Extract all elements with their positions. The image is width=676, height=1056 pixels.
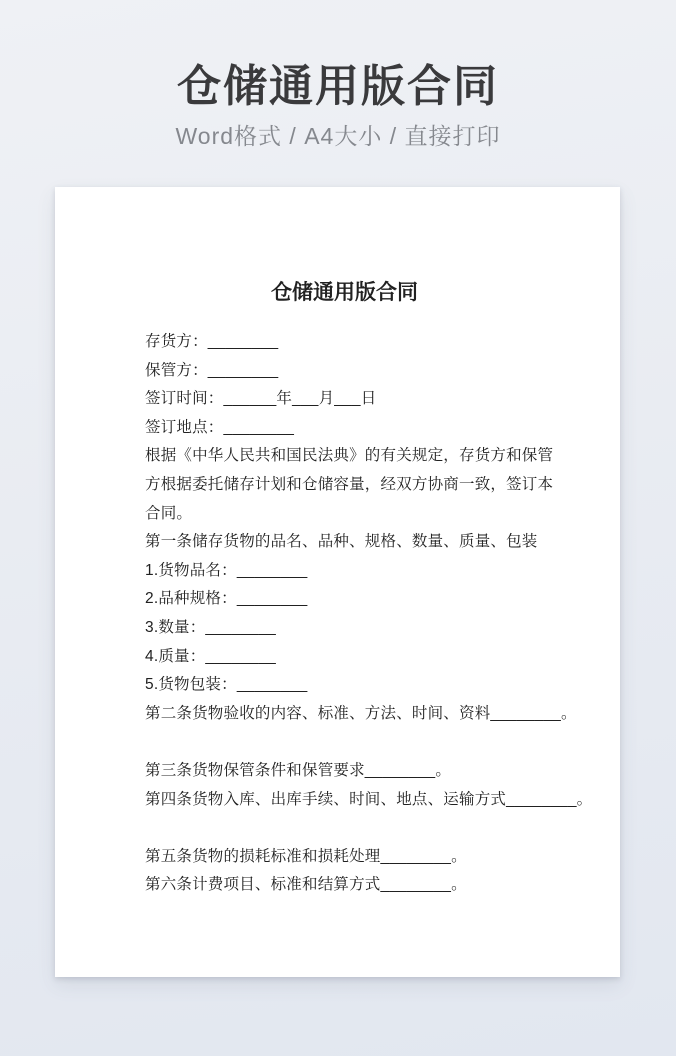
document-body bbox=[145, 328, 593, 900]
document-line: 2.品种规格：________ bbox=[145, 590, 308, 608]
document-title: 仓储通用版合同 bbox=[271, 280, 418, 304]
page-subtitle: Word格式 / A4大小 / 直接打印 bbox=[175, 123, 501, 149]
document-line: 5.货物包装：________ bbox=[145, 676, 308, 694]
document-line: 存货方：________ bbox=[145, 333, 279, 350]
header bbox=[0, 0, 676, 151]
page-title: 仓储通用版合同 bbox=[177, 62, 499, 111]
document-line: 签订地点：________ bbox=[145, 418, 295, 436]
document-line: 4.质量：________ bbox=[145, 647, 276, 665]
document-line: 3.数量：________ bbox=[145, 618, 276, 636]
document-line: 第六条计费项目、标准和结算方式________。 bbox=[145, 876, 467, 894]
document-line: 保管方：________ bbox=[145, 361, 279, 379]
document-line bbox=[145, 814, 544, 843]
document-line: 第三条货物保管条件和保管要求________。 bbox=[145, 761, 452, 779]
document-line: 合同。 bbox=[145, 504, 193, 522]
document-line: 签订时间：______年___月___日 bbox=[145, 390, 377, 408]
document-line: 第五条货物的损耗标准和损耗处理________。 bbox=[145, 847, 467, 865]
document-page bbox=[55, 187, 620, 977]
document-line: 第二条货物验收的内容、标准、方法、时间、资料________。 bbox=[145, 704, 577, 722]
document-line: 方根据委托储存计划和仓储容量，经双方协商一致，签订本 bbox=[145, 475, 554, 493]
document-line: 1.货物品名：________ bbox=[145, 561, 308, 579]
document-line: 第四条货物入库、出库手续、时间、地点、运输方式________。 bbox=[145, 790, 593, 808]
document-line: 根据《中华人民共和国民法典》的有关规定，存货方和保管 bbox=[145, 447, 554, 465]
document-line: 第一条储存货物的品名、品种、规格、数量、质量、包装 bbox=[145, 533, 538, 551]
document-line bbox=[145, 728, 544, 757]
